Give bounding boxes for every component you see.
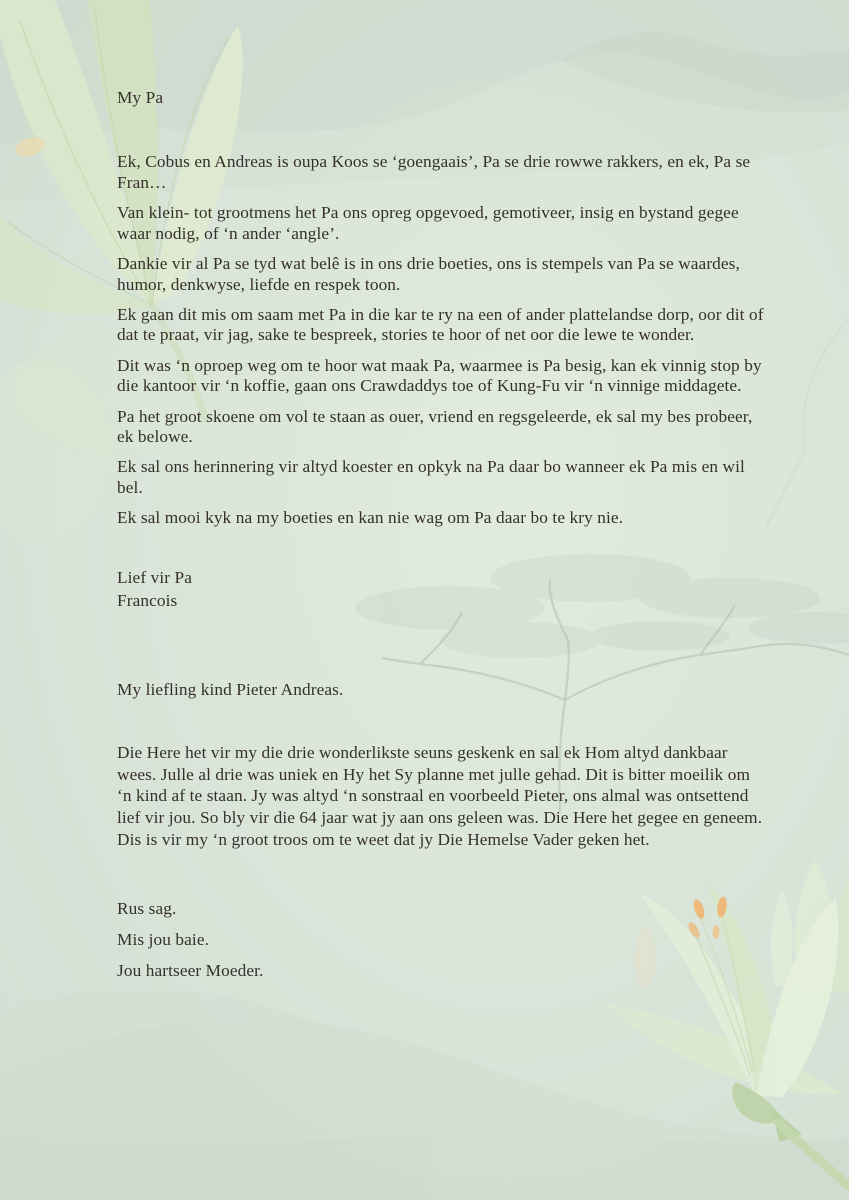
letter-pieter-paragraph: Die Here het vir my die drie wonderlikste seuns geskenk en sal ek Hom altyd dankbaar wees. Julle al drie was uniek en Hy het Sy planne met julle gehad. Dit is bitter moeilik om ‘n kind af te staan. Jy was altyd ‘n sonstraal en voorbeeld Pieter, ons almal was ontsettend lief vir jou. So bly vir die 64 jaar wat jy aan ons geleen was. Die Here het gegee en geneem. Dis is vir my ‘n groot troos om te weet dat jy Die Hemelse Vader geken het. [117,742,763,849]
letter-pa-paragraph: Ek, Cobus en Andreas is oupa Koos se ‘goengaais’, Pa se drie rowwe rakkers, en ek, Pa se Fran… [117,152,751,192]
closing-line: Francois [117,591,178,611]
letter-pa-closing [117,568,769,612]
letter-pa-paragraph: Dankie vir al Pa se tyd wat belê is in ons drie boeties, ons is stempels van Pa se waardes, humor, denkwyse, liefde en respek toon. [117,253,740,294]
letter-pa-salutation: My Pa [117,88,164,107]
letter-pa-paragraph: Ek sal mooi kyk na my boeties en kan nie wag om Pa daar bo te kry nie. [117,508,624,528]
letter-to-pa [117,88,769,612]
letter-pa-paragraph: Dit was ‘n oproep weg om te hoor wat maak Pa, waarmee is Pa besig, kan ek vinnig stop by die kantoor vir ‘n koffie, gaan ons Crawdaddys toe of Kung-Fu vir ‘n vinnige middagete. [117,355,762,396]
letter-pa-paragraph: Ek sal ons herinnering vir altyd koester en opkyk na Pa daar bo wanneer ek Pa mis en wil bel. [117,457,745,498]
closing-line: Jou hartseer Moeder. [117,961,264,981]
letter-pa-paragraph: Ek gaan dit mis om saam met Pa in die kar te ry na een of ander plattelandse dorp, oor dit of dat te praat, vir jag, sake te bespreek, stories te hoor of net oor die lewe te wonder. [117,304,764,345]
closing-line: Rus sag. [117,898,177,918]
closing-line: Lief vir Pa [117,568,193,588]
letter-pieter-closing [117,898,769,982]
letter-to-pieter [117,679,769,982]
branch-wash-icon [765,320,849,530]
letter-pa-paragraph: Van klein- tot grootmens het Pa ons opreg opgevoed, gemotiveer, insig en bystand gegee waar nodig, of ‘n ander ‘angle’. [117,202,739,243]
letter-pa-paragraph: Pa het groot skoene om vol te staan as ouer, vriend en regsgeleerde, ek sal my bes probeer, ek belowe. [117,406,753,447]
letter-pieter-salutation: My liefling kind Pieter Andreas. [117,679,344,699]
closing-line: Mis jou baie. [117,930,210,950]
letters-content [117,88,769,992]
